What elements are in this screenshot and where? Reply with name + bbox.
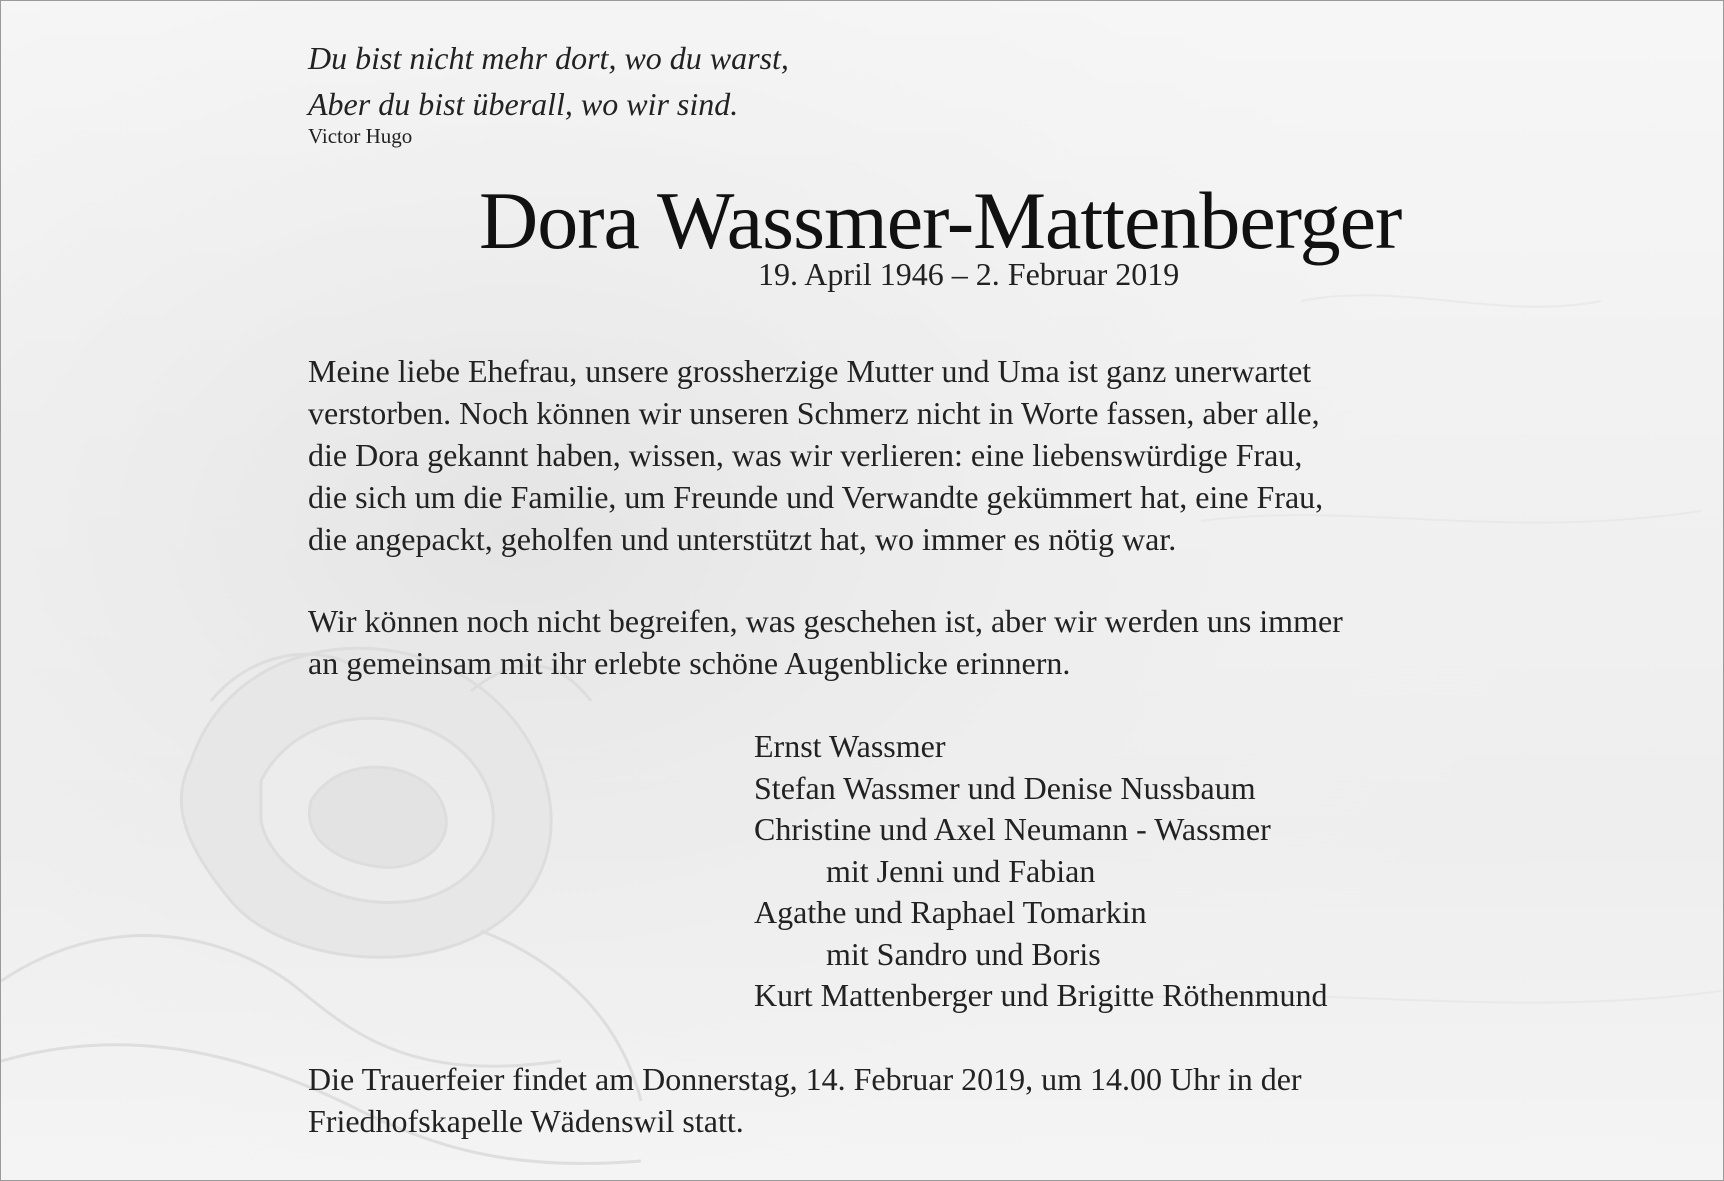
deceased-name: Dora Wassmer-Mattenberger [479, 175, 1402, 266]
paragraph-line: an gemeinsam mit ihr erlebte schöne Augenblicke erinnern. [308, 645, 1071, 681]
tribute-paragraph [308, 350, 1323, 560]
quote [308, 35, 789, 127]
signatory-children: mit Jenni und Fabian [826, 852, 1096, 889]
quote-line: Aber du bist überall, wo wir sind. [308, 86, 739, 122]
quote-author: Victor Hugo [308, 124, 413, 148]
paragraph-line: Wir können noch nicht begreifen, was geschehen ist, aber wir werden uns immer [308, 603, 1343, 639]
signatories-list [754, 726, 1328, 1017]
paragraph-line: die sich um die Familie, um Freunde und Verwandte gekümmert hat, eine Frau, [308, 479, 1324, 515]
signatory: Ernst Wassmer [754, 728, 946, 764]
quote-line: Du bist nicht mehr dort, wo du warst, [308, 40, 789, 76]
memory-paragraph [308, 600, 1343, 684]
life-dates: 19. April 1946 – 2. Februar 2019 [758, 256, 1180, 292]
signatory: Christine und Axel Neumann - Wassmer [754, 811, 1271, 847]
signatory-children: mit Sandro und Boris [826, 935, 1101, 972]
funeral-announcement [308, 1058, 1302, 1142]
signatory: Stefan Wassmer und Denise Nussbaum [754, 769, 1256, 806]
paragraph-line: verstorben. Noch können wir unseren Schmerz nicht in Worte fassen, aber alle, [308, 395, 1320, 431]
paragraph-line: die Dora gekannt haben, wissen, was wir verlieren: eine liebenswürdige Frau, [308, 437, 1303, 473]
paragraph-line: Die Trauerfeier findet am Donnerstag, 14. Februar 2019, um 14.00 Uhr in der [308, 1061, 1302, 1097]
paragraph-line: Friedhofskapelle Wädenswil statt. [308, 1103, 744, 1139]
signatory: Kurt Mattenberger und Brigitte Röthenmund [754, 977, 1328, 1013]
signatory: Agathe und Raphael Tomarkin [754, 894, 1147, 930]
paragraph-line: Meine liebe Ehefrau, unsere grossherzige Mutter und Uma ist ganz unerwartet [308, 353, 1312, 389]
paragraph-line: die angepackt, geholfen und unterstützt hat, wo immer es nötig war. [308, 521, 1177, 557]
